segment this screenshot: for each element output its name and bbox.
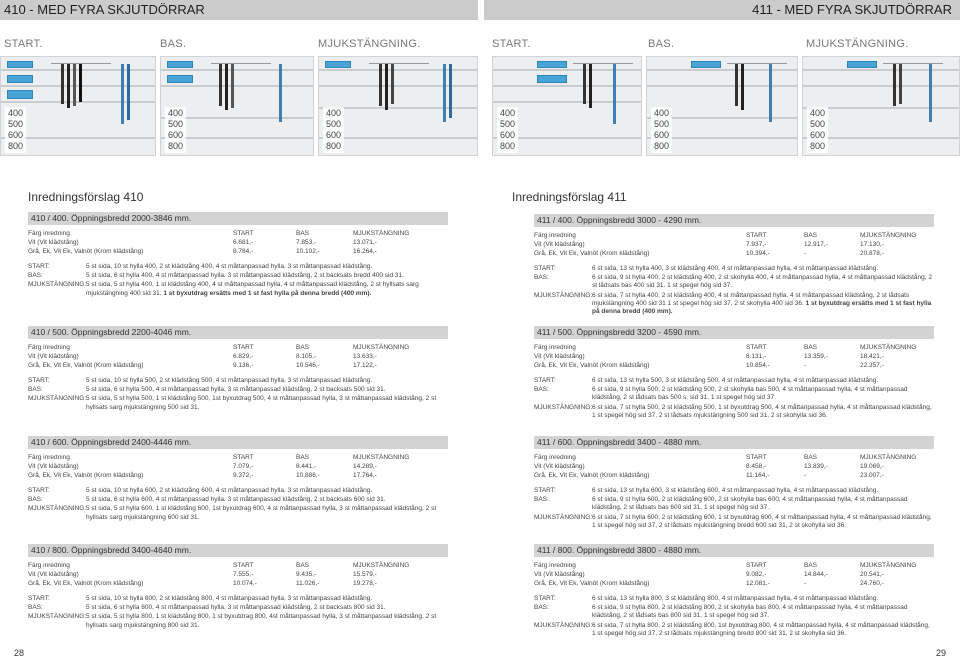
block-title: 410 / 800. Öppningsbredd 3400-4640 mm.	[28, 544, 448, 557]
desc-bas-text: 5 st sida, 6 st hylla 600, 4 st måttanpassad hylla, 3 st måttanpassad klädstång, 2 st backsats 600 sid 31.	[86, 496, 386, 504]
desc-start-text: 5 st sida, 10 st hylla 600, 2 st klädstång 600, 4 st måttanpassad hylla, 3 st måttanpassad klädstång.	[86, 487, 373, 494]
label-bas: BAS:	[28, 386, 43, 394]
price-block-411-800	[534, 544, 934, 638]
size-400: 400	[500, 108, 516, 118]
size-800: 800	[810, 141, 826, 151]
size-list	[323, 107, 344, 153]
price-row	[28, 239, 448, 248]
label-start: START:	[534, 265, 556, 272]
desc-start	[28, 487, 448, 495]
price-mjuk: 18.421,-	[860, 353, 884, 360]
label-mjuk: MJUKSTÄNGNING:	[28, 395, 87, 403]
price-row	[534, 472, 934, 481]
left-page-title: 410 - MED FYRA SKJUTDÖRRAR	[0, 0, 478, 20]
price-bas: 10.886,-	[296, 472, 320, 479]
hdr-start: START	[233, 230, 254, 237]
hdr-color: Färg inredning	[28, 454, 70, 461]
desc-mjuk-text: 6 st sida, 7 st hylla 500, 2 st klädstång 500, 1 st byxutdrag 500, 4 st måttanpassad hylla, 4 st måttanpassad klädstång, 1 st spegel hög sid 37, 2 st lådsats mjukstängning 500 sid 31, 2 st skohylla sid 36.	[592, 403, 932, 419]
hdr-color: Färg inredning	[534, 344, 576, 351]
hdr-color: Färg inredning	[534, 454, 576, 461]
desc-start	[534, 487, 934, 495]
price-bas: -	[804, 472, 807, 479]
col-label-bas: BAS.	[648, 38, 675, 50]
size-500: 500	[500, 119, 516, 129]
hdr-mjuk: MJUKSTÄNGNING	[860, 344, 917, 351]
desc-mjuk-text: 5 st sida, 5 st hylla 400, 1 st klädstång 400, 4 st måttanpassad hylla, 4 st måttanpassad klädstång, 2 st hyllsats sarg mjukstängning 400 sid 31.	[86, 281, 419, 297]
size-400: 400	[810, 108, 826, 118]
hdr-color: Färg inredning	[534, 562, 576, 569]
size-400: 400	[326, 108, 342, 118]
desc-bas	[28, 496, 448, 504]
price-color: Grå, Ek, Vit Ek, Valnöt (Krom klädstång)	[534, 362, 650, 369]
label-start: START:	[28, 263, 50, 270]
size-list	[651, 107, 672, 153]
desc-mjuk	[28, 281, 448, 297]
price-start: 9.082,-	[746, 571, 767, 578]
price-row	[28, 571, 448, 580]
label-start: START:	[534, 377, 556, 384]
price-block-410-800	[28, 544, 448, 630]
hdr-mjuk: MJUKSTÄNGNING	[353, 454, 410, 461]
desc-start	[28, 263, 448, 271]
size-400: 400	[168, 108, 184, 118]
price-start: 9.372,-	[233, 472, 254, 479]
right-column-labels	[484, 24, 960, 50]
price-color: Grå, Ek, Vit Ek, Valnöt (Krom klädstång)	[28, 580, 144, 587]
size-600: 600	[654, 130, 670, 140]
label-mjuk: MJUKSTÄNGNING:	[534, 621, 593, 629]
hdr-start: START	[746, 454, 767, 461]
desc-mjuk	[28, 395, 448, 411]
hdr-mjuk: MJUKSTÄNGNING	[353, 562, 410, 569]
desc-bas	[534, 274, 934, 290]
desc-start	[534, 265, 934, 273]
price-mjuk: 13.071,-	[353, 239, 377, 246]
wardrobe-illustration-bas	[646, 56, 798, 156]
price-start: 10.074,-	[233, 580, 257, 587]
page-header	[0, 0, 960, 56]
desc-mjuk-text: 6 st sida, 7 st hylla 400, 2 st klädstång 400, 4 st måttanpassad hylla, 4 st måttanpassad klädstång, 2 st lådsats mjukstängning 400 sid 31 1 st spegel hög sid 37, 2 st skohylla 400 sid 36.	[592, 291, 910, 307]
hdr-color: Färg inredning	[28, 562, 70, 569]
price-mjuk: 19.069,-	[860, 463, 884, 470]
price-start: 9.136,-	[233, 362, 254, 369]
size-list	[807, 107, 828, 153]
price-start: 10.854,-	[746, 362, 770, 369]
price-mjuk: 20.541,-	[860, 571, 884, 578]
price-row	[534, 362, 934, 371]
desc-mjuk-note: 1 st byxutdrag ersätts med 1 st fast hylla på denna bredd (400 mm).	[163, 289, 372, 297]
block-title: 410 / 400. Öppningsbredd 2000-3846 mm.	[28, 212, 448, 225]
size-800: 800	[326, 141, 342, 151]
label-mjuk: MJUKSTÄNGNING:	[28, 281, 87, 289]
price-bas: -	[804, 362, 807, 369]
block-title: 411 / 500. Öppningsbredd 3200 - 4590 mm.	[534, 326, 934, 339]
price-bas: 13.839,-	[804, 463, 828, 470]
label-start: START:	[534, 595, 556, 602]
desc-mjuk	[534, 404, 934, 420]
label-bas: BAS:	[28, 272, 43, 280]
size-400: 400	[654, 108, 670, 118]
label-start: START:	[534, 487, 556, 494]
size-list	[497, 107, 518, 153]
hdr-start: START	[746, 562, 767, 569]
hdr-mjuk: MJUKSTÄNGNING	[860, 232, 917, 239]
price-row	[534, 571, 934, 580]
desc-start-text: 5 st sida, 10 st hylla 400, 2 st klädstång 400, 4 st måttanpassad hylla, 3 st måttanpassad klädstång.	[86, 263, 373, 270]
desc-start-text: 6 st sida, 13 st hylla 400, 3 st klädstång 400, 4 st måttanpassad hylla, 4 st måttanpassad klädstång.	[592, 265, 879, 272]
label-start: START:	[28, 377, 50, 384]
col-label-start: START.	[492, 38, 531, 50]
price-bas: 7.853,-	[296, 239, 317, 246]
price-block-411-500	[534, 326, 934, 420]
price-start: 8.784,-	[233, 248, 254, 255]
size-list	[165, 107, 186, 153]
price-start: 6.829,-	[233, 353, 254, 360]
label-start: START:	[28, 487, 50, 494]
price-row	[534, 580, 934, 589]
desc-mjuk-text: 5 st sida, 5 st hylla 500, 1 st klädstång 500, 1st byxutdrag 500, 4 st måttanpassad hylla, 3 st måttanpassad klädstång, 2 st hyllsats sarg mjukstängning 500 sid 31.	[86, 395, 437, 411]
label-start: START:	[28, 595, 50, 602]
page-number-right: 29	[936, 648, 947, 658]
size-800: 800	[500, 141, 516, 151]
block-title: 411 / 800. Öppningsbredd 3800 - 4880 mm.	[534, 544, 934, 557]
price-row	[28, 580, 448, 589]
size-500: 500	[168, 119, 184, 129]
price-mjuk: 23.007,-	[860, 472, 884, 479]
price-color: Grå, Ek, Vit Ek, Valnöt (Krom klädstång)	[28, 248, 144, 255]
block-title: 410 / 500. Öppningsbredd 2200-4046 mm.	[28, 326, 448, 339]
desc-start	[534, 595, 934, 603]
wardrobe-illustration-start	[492, 56, 642, 156]
hdr-bas: BAS	[296, 344, 310, 351]
desc-start	[28, 595, 448, 603]
right-page-title: 411 - MED FYRA SKJUTDÖRRAR	[484, 0, 960, 20]
price-bas: 12.917,-	[804, 241, 828, 248]
desc-mjuk-text: 6 st sida, 7 st hylla 800, 2 st klädstång 800, 1st byxutdrag 800, 4 st måttanpassad hylla, 4 st måttanpassad klädstång, 1 st spegel hög sid 37, 2 st lådsats mjukstängning bredd 800 sid 31, 2 st skohylla sid 36.	[592, 621, 930, 637]
desc-bas	[534, 496, 934, 512]
desc-mjuk	[534, 622, 934, 638]
size-600: 600	[500, 130, 516, 140]
hdr-mjuk: MJUKSTÄNGNING	[353, 230, 410, 237]
price-row	[28, 472, 448, 481]
desc-mjuk	[28, 613, 448, 629]
desc-mjuk-note: 1 st byxutdrag ersätts med 1 st fast hylla på denna bredd (400 mm).	[592, 299, 932, 316]
price-mjuk: 14.289,-	[353, 463, 377, 470]
price-mjuk: 16.264,-	[353, 248, 377, 255]
price-color: Vit (Vit klädstång)	[534, 241, 585, 248]
price-mjuk: 20.878,-	[860, 250, 884, 257]
block-title: 410 / 600. Öppningsbredd 2400-4446 mm.	[28, 436, 448, 449]
price-color: Grå, Ek, Vit Ek, Valnöt (Krom klädstång)	[534, 580, 650, 587]
price-start: 6.681,-	[233, 239, 254, 246]
price-start: 8.131,-	[746, 353, 767, 360]
hdr-bas: BAS	[296, 454, 310, 461]
price-bas: 10.546,-	[296, 362, 320, 369]
desc-bas-text: 6 st sida, 9 st hylla 800, 2 st klädstång 800, 2 st skohylla bas 800, 4 st måttanpassad hylla, 4 st måttanpassad klädstång, 2 st lådsats bas 800 sid 31. 1 st spegel hög sid 37.	[592, 604, 908, 620]
desc-mjuk	[534, 514, 934, 530]
hdr-color: Färg inredning	[28, 230, 70, 237]
desc-start-text: 6 st sida, 13 st hylla 800, 3 st klädstång 800, 4 st måttanpassad hylla, 4 st måttanpassad klädstång.	[592, 595, 879, 602]
price-color: Grå, Ek, Vit Ek, Valnöt (Krom klädstång)	[534, 250, 650, 257]
col-label-start: START.	[4, 38, 43, 50]
label-mjuk: MJUKSTÄNGNING:	[534, 291, 593, 299]
left-column-labels	[0, 24, 478, 50]
price-start: 10.394,-	[746, 250, 770, 257]
desc-mjuk-text: 6 st sida, 7 st hylla 600, 2 st klädstång 600, 1 st byxutdrag 600, 4 st måttanpassad hylla, 4 st måttanpassad klädstång, 1 st spegel hög sid 37, 2 st lådsats mjukstängning bredd 600 sid 31, 2 st skohylla sid 36.	[592, 513, 932, 529]
desc-mjuk	[534, 292, 934, 317]
price-row	[28, 362, 448, 371]
price-row	[534, 463, 934, 472]
price-mjuk: 22.357,-	[860, 362, 884, 369]
price-color: Vit (Vit klädstång)	[534, 353, 585, 360]
hdr-color: Färg inredning	[28, 344, 70, 351]
price-block-410-600	[28, 436, 448, 522]
price-block-411-600	[534, 436, 934, 530]
price-row	[534, 241, 934, 250]
price-bas: 9.435,-	[296, 571, 317, 578]
right-wardrobe-images	[484, 56, 960, 156]
desc-start-text: 5 st sida, 10 st hylla 500, 2 st klädstång 500, 4 st måttanpassad hylla, 3 st måttanpassad klädstång.	[86, 377, 373, 384]
hdr-start: START	[233, 344, 254, 351]
desc-mjuk-text: 5 st sida, 5 st hylla 800, 1 st klädstång 800, 1 st byxutdrag 800, 4st måttanpassad hylla, 3 st måttanpassad klädstång, 2 st hyllsats sarg mjukstängning 800 sid 31.	[86, 613, 437, 629]
desc-mjuk	[28, 505, 448, 521]
hdr-mjuk: MJUKSTÄNGNING	[860, 562, 917, 569]
price-start: 7.555,-	[233, 571, 254, 578]
hdr-bas: BAS	[804, 344, 818, 351]
desc-bas-text: 5 st sida, 6 st hylla 400, 4 st måttanpassad hylla, 3 st måttanpassad klädstång, 2 st backsats bredd 400 sid 31.	[86, 272, 404, 280]
size-600: 600	[168, 130, 184, 140]
label-bas: BAS:	[534, 386, 549, 394]
price-mjuk: 15.579,-	[353, 571, 377, 578]
hdr-mjuk: MJUKSTÄNGNING	[353, 344, 410, 351]
hdr-bas: BAS	[804, 562, 818, 569]
label-mjuk: MJUKSTÄNGNING:	[28, 613, 87, 621]
price-color: Vit (Vit klädstång)	[28, 353, 79, 360]
price-bas: -	[804, 250, 807, 257]
price-row	[534, 353, 934, 362]
price-block-411-400	[534, 214, 934, 316]
size-500: 500	[326, 119, 342, 129]
desc-bas	[28, 272, 448, 280]
label-mjuk: MJUKSTÄNGNING:	[534, 513, 593, 521]
price-color: Vit (Vit klädstång)	[534, 571, 585, 578]
block-title: 411 / 600. Öppningsbredd 3400 - 4880 mm.	[534, 436, 934, 449]
label-bas: BAS:	[28, 604, 43, 612]
price-start: 11.164,-	[746, 472, 770, 479]
size-800: 800	[8, 141, 24, 151]
desc-bas	[534, 386, 934, 402]
desc-start-text: 6 st sida, 13 st hylla 500, 3 st klädstång 500, 4 st måttanpassad hylla, 4 st måttanpassad klädstång.	[592, 377, 879, 384]
size-500: 500	[654, 119, 670, 129]
col-label-mjuk: MJUKSTÄNGNING.	[318, 38, 421, 50]
price-bas: 8.105,-	[296, 353, 317, 360]
price-mjuk: 19.278,-	[353, 580, 377, 587]
label-mjuk: MJUKSTÄNGNING:	[534, 403, 593, 411]
hdr-start: START	[233, 454, 254, 461]
price-row	[28, 248, 448, 257]
desc-mjuk-text: 5 st sida, 5 st hylla 600, 1 st klädstång 600, 1st byxutdrag 600, 4 st måttanpassad hylla, 3 st måttanpassad klädstång, 2 st hyllsats sarg mjukstängning 600 sid 31.	[86, 505, 437, 521]
desc-start	[28, 377, 448, 385]
label-bas: BAS:	[28, 496, 43, 504]
size-600: 600	[810, 130, 826, 140]
col-label-mjuk: MJUKSTÄNGNING.	[806, 38, 909, 50]
size-500: 500	[8, 119, 24, 129]
price-color: Grå, Ek, Vit Ek, Valnöt (Krom klädstång)	[28, 362, 144, 369]
price-start: 8.458,-	[746, 463, 767, 470]
left-section-heading: Inredningsförslag 410	[28, 190, 144, 204]
price-block-410-400	[28, 212, 448, 298]
label-mjuk: MJUKSTÄNGNING:	[28, 505, 87, 513]
desc-bas-text: 6 st sida, 9 st hylla 400, 2 st klädstång 400, 2 st skohylla 400, 4 st måttanpassad hylla, 4 st måttanpassad klädstång, 2 st lådsats bas 400 sid 31. 1 st spegel hög sid 37.	[592, 274, 933, 290]
hdr-start: START	[233, 562, 254, 569]
size-400: 400	[8, 108, 24, 118]
hdr-start: START	[746, 232, 767, 239]
desc-start-text: 5 st sida, 10 st hylla 800, 2 st klädstång 800, 4 st måttanpassad hylla, 3 st måttanpassad klädstång.	[86, 595, 373, 602]
wardrobe-illustration-mjuk	[318, 56, 478, 156]
price-bas: 10.102,-	[296, 248, 320, 255]
desc-start	[534, 377, 934, 385]
price-block-410-500	[28, 326, 448, 412]
desc-bas-text: 6 st sida, 9 st hylla 600, 2 st klädstång 600, 2 st skohylla bas 600, 4 st måttanpassad hylla, 4 st måttanpassad klädstång, 2 st lådsats bas 600 sid 31. 1 st spegel hög sid 37.	[592, 496, 908, 512]
desc-bas-text: 6 st sida, 9 st hylla 500, 2 st klädstång 500, 2 st skohylla bas 500, 4 st måttanpassad hylla, 4 st måttanpassad klädstång, 2 st lådsats bas 500 s. sid 31. 1 st spegel hög sid 37.	[592, 386, 908, 402]
price-color: Vit (Vit klädstång)	[28, 571, 79, 578]
desc-bas-text: 5 st sida, 6 st hylla 500, 4 st måttanpassad hylla, 3 st måttanpassad klädstång, 2 st backsats 500 sid 31.	[86, 386, 386, 394]
desc-start-text: 6 st sida, 13 st hylla 600, 3 st klädstång 600, 4 st måttanpassad hylla, 4 st måttanpassad klädstång.	[592, 487, 879, 494]
wardrobe-illustration-bas	[160, 56, 314, 156]
hdr-bas: BAS	[804, 232, 818, 239]
price-start: 7.079,-	[233, 463, 254, 470]
price-row	[28, 353, 448, 362]
size-600: 600	[8, 130, 24, 140]
price-color: Vit (Vit klädstång)	[534, 463, 585, 470]
price-color: Grå, Ek, Vit Ek, Valnöt (Krom klädstång)	[28, 472, 144, 479]
col-label-bas: BAS.	[160, 38, 187, 50]
wardrobe-illustration-start	[0, 56, 156, 156]
price-mjuk: 17.130,-	[860, 241, 884, 248]
size-600: 600	[326, 130, 342, 140]
size-800: 800	[654, 141, 670, 151]
hdr-start: START	[746, 344, 767, 351]
size-800: 800	[168, 141, 184, 151]
left-wardrobe-images	[0, 56, 478, 156]
label-bas: BAS:	[534, 604, 549, 612]
size-list	[5, 107, 26, 153]
price-bas: 13.359,-	[804, 353, 828, 360]
desc-bas	[28, 386, 448, 394]
size-500: 500	[810, 119, 826, 129]
price-bas: -	[804, 580, 807, 587]
price-start: 12.081,-	[746, 580, 770, 587]
price-color: Vit (Vit klädstång)	[28, 239, 79, 246]
price-row	[534, 250, 934, 259]
desc-bas	[534, 604, 934, 620]
price-row	[28, 463, 448, 472]
price-mjuk: 24.760,-	[860, 580, 884, 587]
block-title: 411 / 400. Öppningsbredd 3000 - 4290 mm.	[534, 214, 934, 227]
price-color: Vit (Vit klädstång)	[28, 463, 79, 470]
hdr-bas: BAS	[296, 230, 310, 237]
hdr-color: Färg inredning	[534, 232, 576, 239]
page-number-left: 28	[14, 648, 25, 658]
price-start: 7.937,-	[746, 241, 767, 248]
right-section-heading: Inredningsförslag 411	[512, 190, 627, 204]
price-bas: 11.026,-	[296, 580, 320, 587]
wardrobe-illustration-mjuk	[802, 56, 960, 156]
hdr-bas: BAS	[296, 562, 310, 569]
hdr-bas: BAS	[804, 454, 818, 461]
price-mjuk: 17.764,-	[353, 472, 377, 479]
label-bas: BAS:	[534, 274, 549, 282]
hdr-mjuk: MJUKSTÄNGNING	[860, 454, 917, 461]
desc-bas	[28, 604, 448, 612]
desc-bas-text: 5 st sida, 6 st hylla 800, 4 st måttanpassad hylla, 3 st måttanpassad klädstång, 2 st backsats 800 sid 31.	[86, 604, 386, 612]
price-bas: 14.844,-	[804, 571, 828, 578]
price-color: Grå, Ek, Vit Ek, Valnöt (Krom klädstång)	[534, 472, 650, 479]
price-mjuk: 13.633,-	[353, 353, 377, 360]
price-bas: 8.441,-	[296, 463, 317, 470]
label-bas: BAS:	[534, 496, 549, 504]
price-mjuk: 17.122,-	[353, 362, 377, 369]
